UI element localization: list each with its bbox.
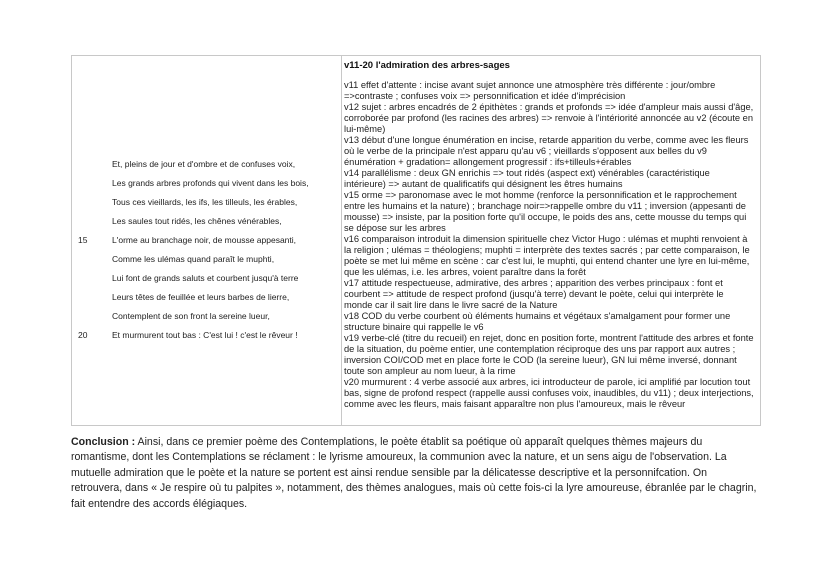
poem-line: Et murmurent tout bas : C'est lui ! c'est le rêveur ! [112,330,298,340]
poem-line: Lui font de grands saluts et courbent jusqu'à terre [112,273,299,283]
commentary-paragraph: v15 orme => paronomase avec le mot homme (renforce la personnification et le rapprochement entre les humains et la nature) ; branchage noir=>rappelle ombre du v11 ; inversion (appesanti de mousse) => insiste, par la position forte qu'il occupe, le poids des ans, cette mousse du temps qui se dépose sur les arbres [344,190,747,233]
line-number: 20 [78,330,88,340]
commentary-body [344,80,754,410]
commentary-paragraph: v11 effet d'attente : incise avant sujet annonce une atmosphère très différente : jour/ombre =>contraste ; confuses voix => personnification et idée d'imprécision [344,80,716,101]
commentary-paragraph: v14 parallélisme : deux GN enrichis => tout ridés (aspect ext) vénérables (caractéristique intérieure) => autant de qualificatifs qui désignent les êtres humains [344,168,710,189]
conclusion-paragraph [71,435,758,512]
analysis-table [71,55,761,426]
poem-line: L'orme au branchage noir, de mousse appesanti, [112,235,297,245]
poem-line: Leurs têtes de feuillée et leurs barbes de lierre, [112,292,290,302]
poem-line: Les grands arbres profonds qui vivent dans les bois, [112,178,309,188]
commentary-cell [342,56,761,426]
poem-line: Contemplent de son front la sereine lueur, [112,311,270,321]
commentary [344,56,754,426]
poem-line: Les saules tout ridés, les chênes vénérables, [112,216,282,226]
commentary-paragraph: v12 sujet : arbres encadrés de 2 épithètes : grands et profonds => idée d'ampleur mais aussi d'âge, corroborée par profond (les racines des arbres) => renvoie à l'intériorité annoncée au v2 (écoute en lui-même) [344,102,754,134]
poem-line: Comme les ulémas quand paraît le muphti, [112,254,275,264]
commentary-paragraph: v19 verbe-clé (titre du recueil) en rejet, donc en position forte, montrent l'attitude des arbres et fonte de la situation, du poème entier, une contemplation réciproque des uns par rapport aux autres ; inversion COI/COD met en place forte le COD (la sereine lueur), GN lui même inversé, donnant toute son ampleur au nom lueur, à la rime [344,333,754,376]
commentary-paragraph: v16 comparaison introduit la dimension spirituelle chez Victor Hugo : ulémas et muphti renvoient à la religion ; ulémas = théologiens; muphti = interprète des textes sacrés ; par cette comparaison, le poète se met lui même en scène : car c'est lui, le muphti, qui entend chanter une lyre en lui-même, que les ulémas, i.e. les arbres, voient paraître dans la forêt [344,234,750,277]
conclusion-label: Conclusion : [71,436,136,448]
poem-line: Tous ces vieillards, les ifs, les tilleuls, les érables, [112,197,298,207]
commentary-paragraph: v17 attitude respectueuse, admirative, des arbres ; apparition des verbes principaux : font et courbent => attitude de respect profond (jusqu'à terre) devant le poète, celui qui interprète le monde car il sait lire dans le livre sacré de la Nature [344,278,724,310]
line-number: 15 [78,235,88,245]
commentary-paragraph: v18 COD du verbe courbent où éléments humains et végétaux s'amalgament pour former une structure binaire qui rappelle le v6 [344,311,731,332]
commentary-paragraph: énumération + gradation= allongement progressif : ifs+tilleuls+érables [344,157,632,167]
poem-line: Et, pleins de jour et d'ombre et de confuses voix, [112,159,296,169]
commentary-paragraph: v13 début d'une longue énumération en incise, retarde apparition du verbe, comme avec les fleurs où le verbe de la principale n'est apparu qu'au v6 ; vieillards s'opposent aux belles du v9 [344,135,749,156]
conclusion-text: Ainsi, dans ce premier poème des Contemplations, le poète établit sa poétique où apparaît quelques thèmes majeurs du romantisme, dont les Contemplations se réclament : le lyrisme amoureux, la communion avec la nature, et un sens aigu de l'observation. La mutuelle admiration que le poète et la nature se portent est ainsi rendue sensible par la délicatesse descriptive et la personnifcation. On retrouvera, dans « Je respire où tu palpites », notamment, des thèmes analogues, mais où cette fois-ci la lyre amoureuse, ébranlée par le chagrin, fait entendre des accords élégiaques. [71,436,757,510]
commentary-paragraph: v20 murmurent : 4 verbe associé aux arbres, ici introducteur de parole, ici amplifié par locution tout bas, signe de profond respect (rappelle aussi confuses voix, inaudibles, du v11) ; deux interjections, comme avec les fleurs, mais faisant apparaître non plus l'amoureux, mais le rêveur [344,377,754,409]
poem-excerpt [72,56,341,427]
poem-cell [72,56,342,426]
commentary-title: v11-20 l'admiration des arbres-sages [344,60,510,71]
